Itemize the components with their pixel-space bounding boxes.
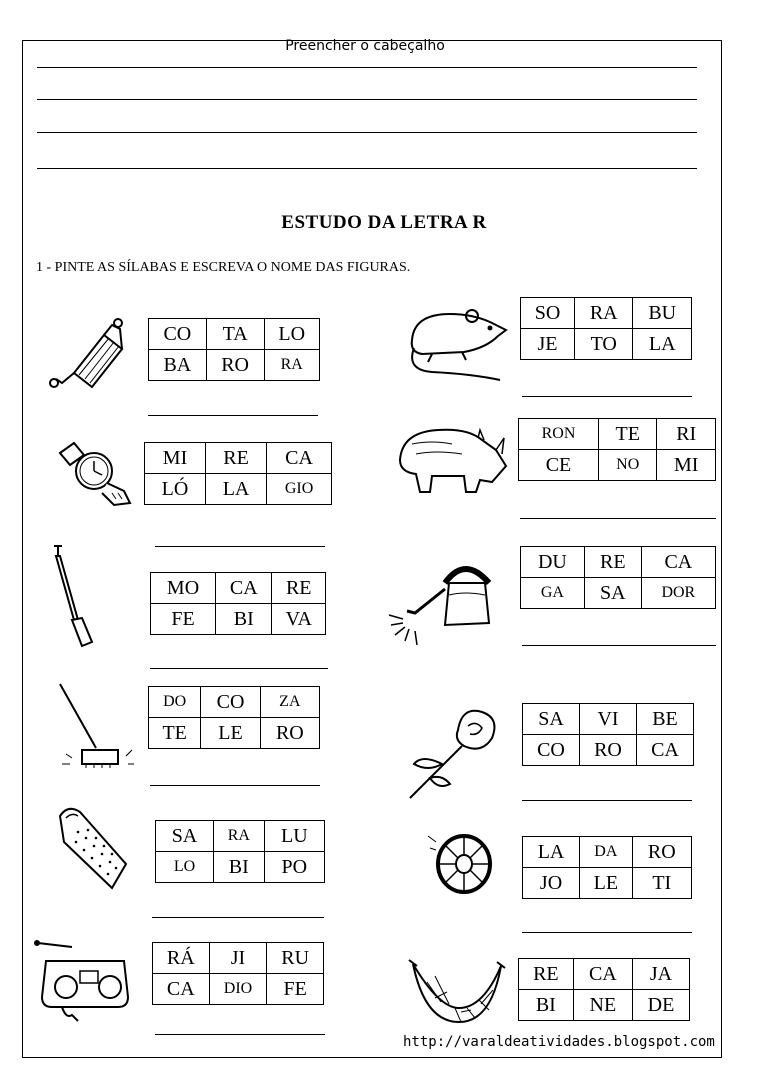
syllable-cell[interactable]: RI (657, 419, 716, 450)
rose-icon (402, 700, 512, 805)
answer-line[interactable] (150, 785, 320, 786)
syllable-cell[interactable]: NE (573, 990, 632, 1021)
syllable-cell[interactable]: LA (206, 474, 267, 505)
syllable-cell[interactable]: LÓ (145, 474, 206, 505)
syllable-cell[interactable]: DIO (209, 974, 267, 1005)
syllable-cell[interactable]: TI (632, 868, 691, 899)
syllable-table (522, 703, 694, 766)
syllable-cell[interactable]: FE (267, 974, 324, 1005)
syllable-cell[interactable]: MI (657, 450, 716, 481)
instruction-text: 1 - PINTE AS SÍLABAS E ESCREVA O NOME DAS FIGURAS. (36, 260, 411, 275)
syllable-cell[interactable]: RA (213, 821, 264, 852)
syllable-cell[interactable]: DA (580, 837, 632, 868)
syllable-cell[interactable]: MI (145, 443, 206, 474)
syllable-cell[interactable]: VI (580, 704, 637, 735)
rat-icon (402, 300, 512, 385)
syllable-cell[interactable]: NO (598, 450, 656, 481)
wheel-icon (424, 828, 499, 898)
syllable-cell[interactable]: CA (573, 959, 632, 990)
syllable-cell[interactable]: CA (216, 573, 272, 604)
syllable-cell[interactable]: MO (151, 573, 216, 604)
syllable-cell[interactable]: JI (209, 943, 267, 974)
syllable-cell[interactable]: RO (260, 718, 319, 749)
syllable-cell[interactable]: LE (201, 718, 260, 749)
syllable-cell[interactable]: RA (574, 298, 633, 329)
answer-line[interactable] (148, 415, 318, 416)
answer-line[interactable] (520, 518, 716, 519)
syllable-table (152, 942, 324, 1005)
answer-line[interactable] (522, 932, 692, 933)
answer-line[interactable] (155, 1034, 325, 1035)
syllable-cell[interactable]: JE (521, 329, 575, 360)
syllable-cell[interactable]: CO (201, 687, 260, 718)
syllable-cell[interactable]: SA (156, 821, 214, 852)
syllable-cell[interactable]: RE (584, 547, 641, 578)
syllable-cell[interactable]: RE (272, 573, 326, 604)
grater-icon (50, 802, 140, 892)
header-title: Preencher o cabeçalho (285, 38, 445, 54)
syllable-cell[interactable]: LE (580, 868, 632, 899)
syllable-cell[interactable]: SA (523, 704, 580, 735)
syllable-table (148, 686, 320, 749)
syllable-cell[interactable]: RU (267, 943, 324, 974)
syllable-cell[interactable]: SA (584, 578, 641, 609)
syllable-table (520, 297, 692, 360)
syllable-table (520, 546, 716, 609)
syllable-cell[interactable]: JO (523, 868, 580, 899)
syllable-cell[interactable]: DO (149, 687, 201, 718)
header-line[interactable] (37, 168, 697, 169)
syllable-cell[interactable]: DOR (641, 578, 715, 609)
oar-icon (48, 542, 108, 652)
syllable-table (148, 318, 320, 381)
syllable-table (144, 442, 332, 505)
answer-line[interactable] (150, 668, 328, 669)
syllable-cell[interactable]: FE (151, 604, 216, 635)
squeegee-icon (52, 680, 137, 775)
syllable-table (150, 572, 326, 635)
syllable-cell[interactable]: BU (633, 298, 692, 329)
syllable-cell[interactable]: LU (264, 821, 324, 852)
syllable-table (518, 418, 716, 481)
syllable-table (522, 836, 692, 899)
bananas-icon (405, 952, 510, 1032)
watering-can-icon (385, 555, 505, 665)
header-line[interactable] (37, 67, 697, 68)
radio-icon (32, 935, 137, 1025)
syllable-cell[interactable]: LO (264, 319, 320, 350)
footer-url: http://varaldeatividades.blogspot.com (403, 1034, 715, 1050)
answer-line[interactable] (152, 917, 324, 918)
syllable-table (155, 820, 325, 883)
syllable-cell[interactable]: SO (521, 298, 575, 329)
syllable-cell[interactable]: CO (149, 319, 207, 350)
syllable-cell[interactable]: JA (633, 959, 690, 990)
syllable-cell[interactable]: PO (264, 852, 324, 883)
syllable-cell[interactable]: RO (206, 350, 264, 381)
syllable-cell[interactable]: RO (580, 735, 637, 766)
syllable-cell[interactable]: TO (574, 329, 633, 360)
syllable-cell[interactable]: CA (267, 443, 332, 474)
rhinoceros-icon (392, 420, 512, 500)
syllable-cell[interactable]: ZA (260, 687, 319, 718)
syllable-cell[interactable]: DU (521, 547, 585, 578)
syllable-cell[interactable]: RÁ (153, 943, 210, 974)
answer-line[interactable] (522, 645, 716, 646)
header-line[interactable] (37, 99, 697, 100)
syllable-cell[interactable]: CA (637, 735, 694, 766)
wristwatch-icon (52, 433, 137, 508)
syllable-cell[interactable]: TE (149, 718, 201, 749)
syllable-cell[interactable]: CE (519, 450, 599, 481)
syllable-cell[interactable]: DE (633, 990, 690, 1021)
answer-line[interactable] (155, 546, 325, 547)
syllable-cell[interactable]: GA (521, 578, 585, 609)
syllable-cell[interactable]: RE (206, 443, 267, 474)
syllable-cell[interactable]: RON (519, 419, 599, 450)
syllable-cell[interactable]: GIO (267, 474, 332, 505)
syllable-cell[interactable]: RE (519, 959, 574, 990)
answer-line[interactable] (522, 396, 692, 397)
syllable-cell[interactable]: BI (216, 604, 272, 635)
syllable-cell[interactable]: LA (523, 837, 580, 868)
syllable-cell[interactable]: RO (632, 837, 691, 868)
syllable-cell[interactable]: BE (637, 704, 694, 735)
syllable-cell[interactable]: BI (213, 852, 264, 883)
syllable-cell[interactable]: VA (272, 604, 326, 635)
syllable-cell[interactable]: BA (149, 350, 207, 381)
syllable-cell[interactable]: CA (153, 974, 210, 1005)
syllable-cell[interactable]: TA (206, 319, 264, 350)
header-line[interactable] (37, 132, 697, 133)
syllable-cell[interactable]: LA (633, 329, 692, 360)
syllable-cell[interactable]: BI (519, 990, 574, 1021)
syllable-table (518, 958, 690, 1021)
page-title: ESTUDO DA LETRA R (281, 212, 487, 233)
syllable-cell[interactable]: CA (641, 547, 715, 578)
syllable-cell[interactable]: LO (156, 852, 214, 883)
answer-line[interactable] (522, 800, 692, 801)
syllable-cell[interactable]: CO (523, 735, 580, 766)
rolling-pin-icon (42, 313, 132, 393)
syllable-cell[interactable]: TE (598, 419, 656, 450)
syllable-cell[interactable]: RA (264, 350, 320, 381)
